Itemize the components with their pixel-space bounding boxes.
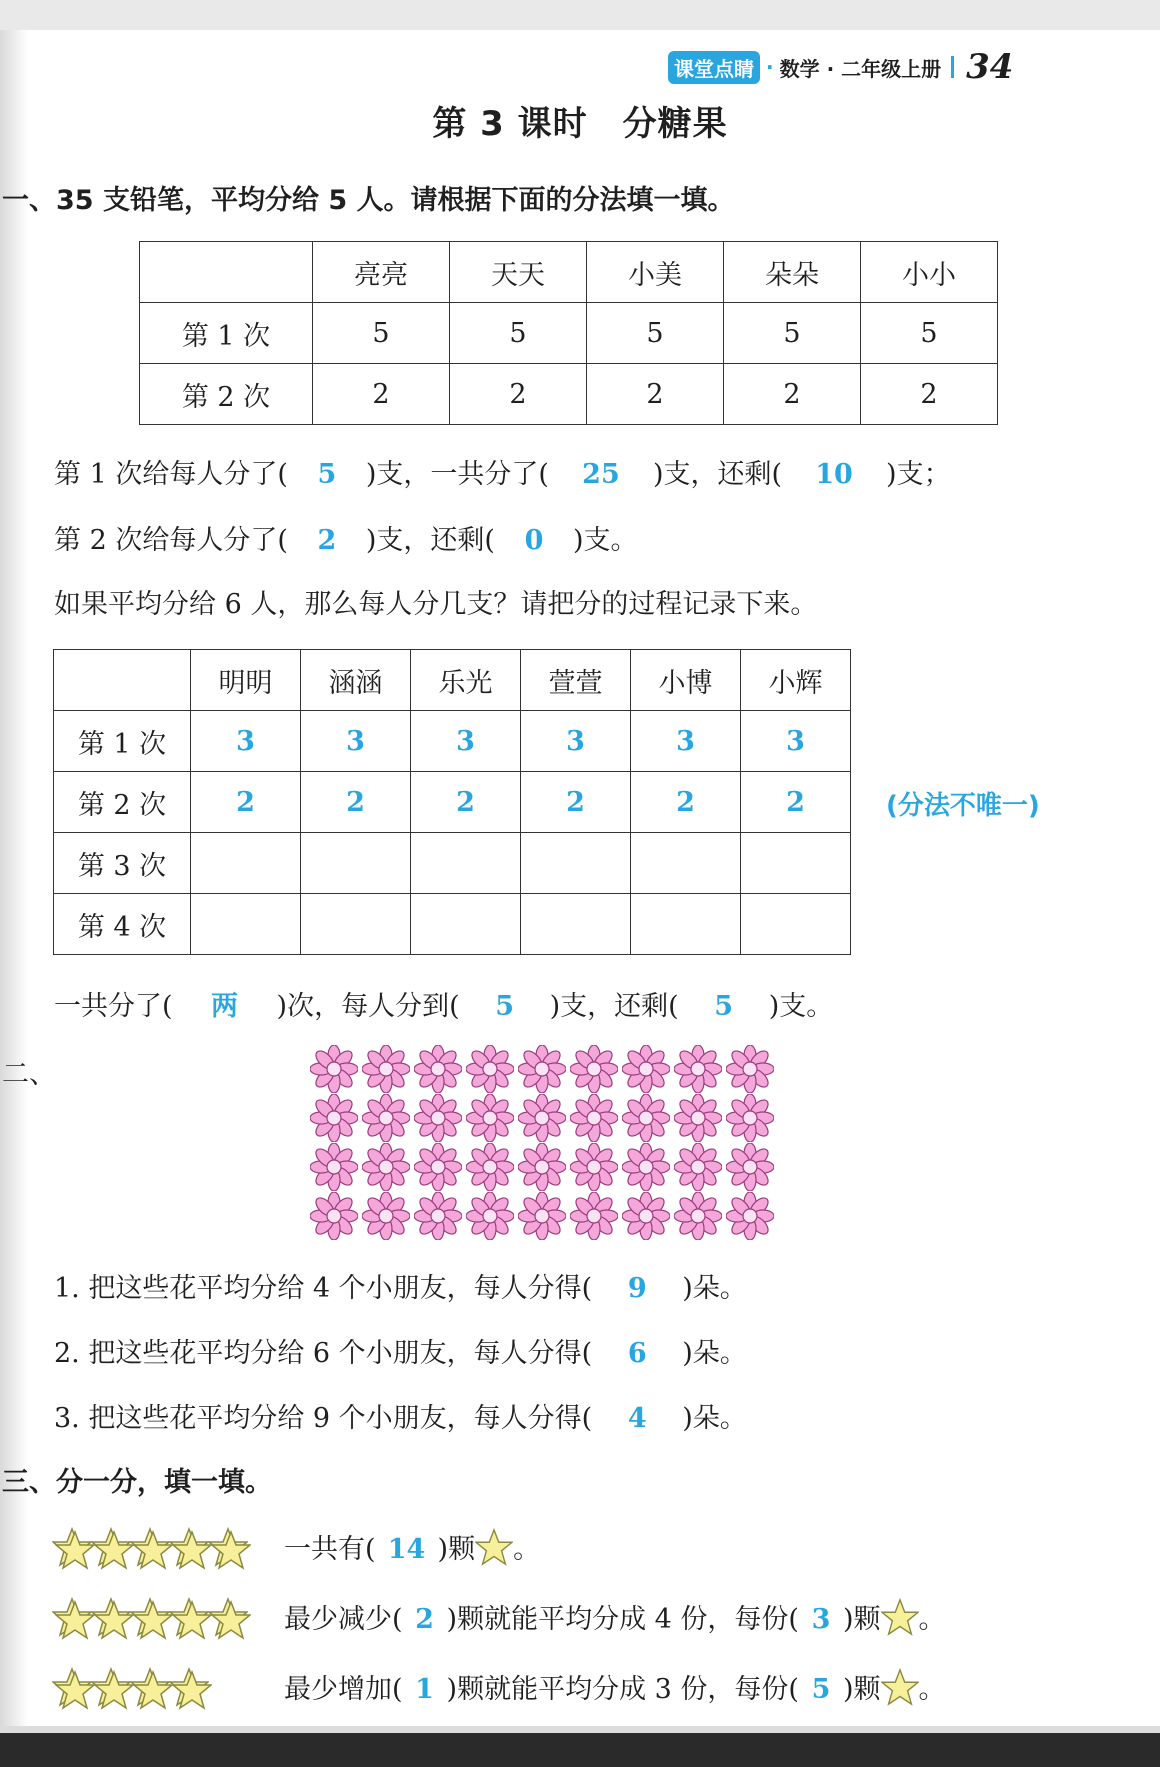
table-header-cell: 涵涵	[301, 650, 411, 711]
answer: 4	[627, 1403, 647, 1434]
star-icon	[211, 1530, 251, 1570]
table-header-row	[54, 650, 851, 711]
star-icon	[133, 1600, 173, 1640]
answer: 5	[714, 991, 734, 1022]
flower-icon	[570, 1045, 618, 1093]
table-header-cell: 小辉	[741, 650, 851, 711]
table-row	[140, 303, 998, 364]
table-cell: 2	[724, 364, 861, 425]
flower-icon	[466, 1045, 514, 1093]
flower-icon	[414, 1192, 462, 1240]
empty-cell	[741, 894, 851, 955]
table-cell: 5	[724, 303, 861, 364]
star-question-2	[284, 1597, 946, 1636]
table-header-cell: 亮亮	[313, 242, 450, 303]
q-text: 。	[918, 1674, 946, 1705]
answer-cell: 3	[191, 711, 301, 772]
star-question-1	[284, 1527, 540, 1566]
table-cell: 2	[587, 364, 724, 425]
q-text: )支，还剩(	[365, 525, 495, 556]
table-row	[54, 711, 851, 772]
answer: 10	[815, 459, 853, 490]
flower-icon	[466, 1192, 514, 1240]
flower-icon	[726, 1143, 774, 1191]
q-text: 一共有(	[284, 1534, 376, 1565]
flower-icon	[570, 1094, 618, 1142]
star-icon	[881, 1598, 919, 1636]
answer-cell: 3	[741, 711, 851, 772]
flower-icon	[674, 1045, 722, 1093]
table-header-cell: 天天	[450, 242, 587, 303]
answer: 1	[415, 1674, 434, 1705]
star-question-3	[284, 1667, 946, 1706]
q-text: )颗就能平均分成 4 份，每份(	[446, 1604, 799, 1635]
flower-icon	[570, 1143, 618, 1191]
q-text: )支；	[886, 459, 951, 490]
flower-question-1	[54, 1266, 747, 1305]
q-text: )支，一共分了(	[365, 459, 549, 490]
question-line-3: 如果平均分给 6 人，那么每人分几支？请把分的过程记录下来。	[54, 589, 818, 620]
star-icon	[133, 1670, 173, 1710]
flower-icon	[570, 1192, 618, 1240]
empty-cell	[521, 894, 631, 955]
header-badge: 课堂点睛	[668, 51, 760, 84]
empty-cell	[521, 833, 631, 894]
answer-cell: 3	[411, 711, 521, 772]
empty-cell	[411, 894, 521, 955]
flower-icon	[310, 1045, 358, 1093]
empty-cell	[741, 833, 851, 894]
flower-icon	[414, 1045, 462, 1093]
star-icon	[475, 1528, 513, 1566]
answer: 14	[387, 1534, 426, 1565]
star-group	[52, 1527, 257, 1573]
question-line-1	[54, 452, 951, 491]
star-icon	[211, 1600, 251, 1640]
header-subject: 数学 · 二年级上册	[779, 56, 942, 81]
q-text: )支。	[572, 525, 638, 556]
answer: 2	[317, 525, 337, 556]
q-text: )朵。	[682, 1403, 747, 1434]
empty-cell	[191, 894, 301, 955]
row-label: 第 1 次	[140, 303, 313, 364]
flower-question-2	[54, 1331, 747, 1370]
answer-cell: 2	[301, 772, 411, 833]
flower-icon	[466, 1143, 514, 1191]
empty-cell	[191, 833, 301, 894]
table-row	[54, 772, 851, 833]
answer: 6	[627, 1338, 647, 1369]
flower-icon	[622, 1192, 670, 1240]
table-cell: 5	[450, 303, 587, 364]
answer-cell: 2	[741, 772, 851, 833]
flower-icon	[362, 1045, 410, 1093]
q-text: )支，还剩(	[549, 991, 679, 1022]
page-header	[668, 47, 1014, 87]
star-icon	[94, 1530, 134, 1570]
table-header-cell: 明明	[191, 650, 301, 711]
flower-icon	[726, 1045, 774, 1093]
star-icon	[881, 1668, 919, 1706]
q-text: 2. 把这些花平均分给 6 个小朋友，每人分得(	[54, 1338, 593, 1369]
flower-icon	[726, 1192, 774, 1240]
table-cell: 5	[313, 303, 450, 364]
q-text: 第 1 次给每人分了(	[54, 459, 288, 490]
method-note: (分法不唯一)	[886, 791, 1040, 821]
star-group	[52, 1597, 257, 1643]
flower-question-3	[54, 1396, 747, 1435]
flower-icon	[518, 1192, 566, 1240]
top-edge	[0, 0, 1160, 30]
answer: 25	[582, 459, 620, 490]
header-dot: ·	[766, 55, 774, 79]
empty-cell	[411, 833, 521, 894]
section1-heading: 一、35 支铅笔，平均分给 5 人。请根据下面的分法填一填。	[2, 185, 735, 216]
star-icon	[55, 1670, 95, 1710]
flower-icon	[466, 1094, 514, 1142]
star-icon	[172, 1670, 212, 1710]
q-text: 1. 把这些花平均分给 4 个小朋友，每人分得(	[54, 1273, 593, 1304]
q-text: )支。	[768, 991, 834, 1022]
table-header-row	[140, 242, 998, 303]
table-header-cell: 朵朵	[724, 242, 861, 303]
flower-grid	[310, 1045, 778, 1241]
empty-cell	[301, 833, 411, 894]
table-header-cell: 萱萱	[521, 650, 631, 711]
flower-icon	[362, 1094, 410, 1142]
q-text: 最少减少(	[284, 1604, 403, 1635]
table-pencils-6	[53, 649, 851, 955]
flower-icon	[622, 1045, 670, 1093]
table-row	[54, 894, 851, 955]
question-line-2	[54, 518, 638, 557]
flower-icon	[310, 1094, 358, 1142]
answer: 3	[811, 1604, 831, 1635]
flower-icon	[518, 1143, 566, 1191]
answer-cell: 2	[631, 772, 741, 833]
table-header-cell: 小美	[587, 242, 724, 303]
q-text: )支，还剩(	[652, 459, 783, 490]
star-icon	[55, 1530, 95, 1570]
table-pencils-5	[139, 241, 998, 425]
row-label: 第 4 次	[54, 894, 191, 955]
question-line-4	[54, 984, 833, 1023]
table-cell: 5	[861, 303, 998, 364]
table-row	[54, 833, 851, 894]
q-text: )颗就能平均分成 3 份，每份(	[446, 1674, 799, 1705]
q-text: )朵。	[682, 1273, 747, 1304]
row-label: 第 3 次	[54, 833, 191, 894]
answer-cell: 3	[631, 711, 741, 772]
q-text: 。	[918, 1604, 946, 1635]
flower-icon	[726, 1094, 774, 1142]
flower-icon	[310, 1192, 358, 1240]
answer: 5	[317, 459, 337, 490]
q-text: )次，每人分到(	[276, 991, 460, 1022]
flower-icon	[310, 1143, 358, 1191]
star-group	[52, 1667, 218, 1713]
answer: 9	[627, 1273, 647, 1304]
answer-cell: 2	[191, 772, 301, 833]
header-separator	[951, 56, 954, 78]
table-cell: 5	[587, 303, 724, 364]
row-label: 第 2 次	[54, 772, 191, 833]
star-icon	[172, 1600, 212, 1640]
answer: 2	[415, 1604, 434, 1635]
flower-icon	[674, 1192, 722, 1240]
q-text: 第 2 次给每人分了(	[54, 525, 288, 556]
flower-icon	[518, 1045, 566, 1093]
q-text: 一共分了(	[54, 991, 173, 1022]
answer-cell: 2	[521, 772, 631, 833]
empty-cell	[301, 894, 411, 955]
bottom-bar	[0, 1733, 1160, 1767]
answer: 0	[524, 525, 544, 556]
q-text: )朵。	[682, 1338, 747, 1369]
answer: 5	[495, 991, 515, 1022]
answer: 两	[211, 991, 239, 1022]
section3-heading: 三、分一分，填一填。	[2, 1467, 272, 1498]
answer-cell: 3	[301, 711, 411, 772]
table-row	[140, 364, 998, 425]
page-number: 34	[966, 47, 1014, 87]
star-icon	[94, 1600, 134, 1640]
q-text: )颗	[842, 1604, 881, 1635]
star-icon	[133, 1530, 173, 1570]
q-text: )颗	[842, 1674, 881, 1705]
flower-icon	[518, 1094, 566, 1142]
row-label: 第 1 次	[54, 711, 191, 772]
flower-icon	[674, 1143, 722, 1191]
table-header-cell	[54, 650, 191, 711]
q-text: )颗	[437, 1534, 476, 1565]
row-label: 第 2 次	[140, 364, 313, 425]
q-text: 最少增加(	[284, 1674, 403, 1705]
table-header-cell	[140, 242, 313, 303]
lesson-title: 第 3 课时 分糖果	[432, 104, 728, 144]
q-text: 3. 把这些花平均分给 9 个小朋友，每人分得(	[54, 1403, 593, 1434]
flower-icon	[622, 1094, 670, 1142]
table-header-cell: 小小	[861, 242, 998, 303]
table-header-cell: 小博	[631, 650, 741, 711]
flower-icon	[622, 1143, 670, 1191]
empty-cell	[631, 894, 741, 955]
star-icon	[94, 1670, 134, 1710]
flower-icon	[414, 1094, 462, 1142]
answer: 5	[811, 1674, 831, 1705]
table-cell: 2	[313, 364, 450, 425]
answer-cell: 2	[411, 772, 521, 833]
q-text: 。	[513, 1534, 541, 1565]
flower-icon	[362, 1192, 410, 1240]
answer-cell: 3	[521, 711, 631, 772]
table-cell: 2	[861, 364, 998, 425]
empty-cell	[631, 833, 741, 894]
table-header-cell: 乐光	[411, 650, 521, 711]
flower-icon	[414, 1143, 462, 1191]
section2-heading: 二、	[2, 1059, 56, 1090]
star-icon	[55, 1600, 95, 1640]
flower-icon	[674, 1094, 722, 1142]
flower-icon	[362, 1143, 410, 1191]
table-cell: 2	[450, 364, 587, 425]
star-icon	[172, 1530, 212, 1570]
